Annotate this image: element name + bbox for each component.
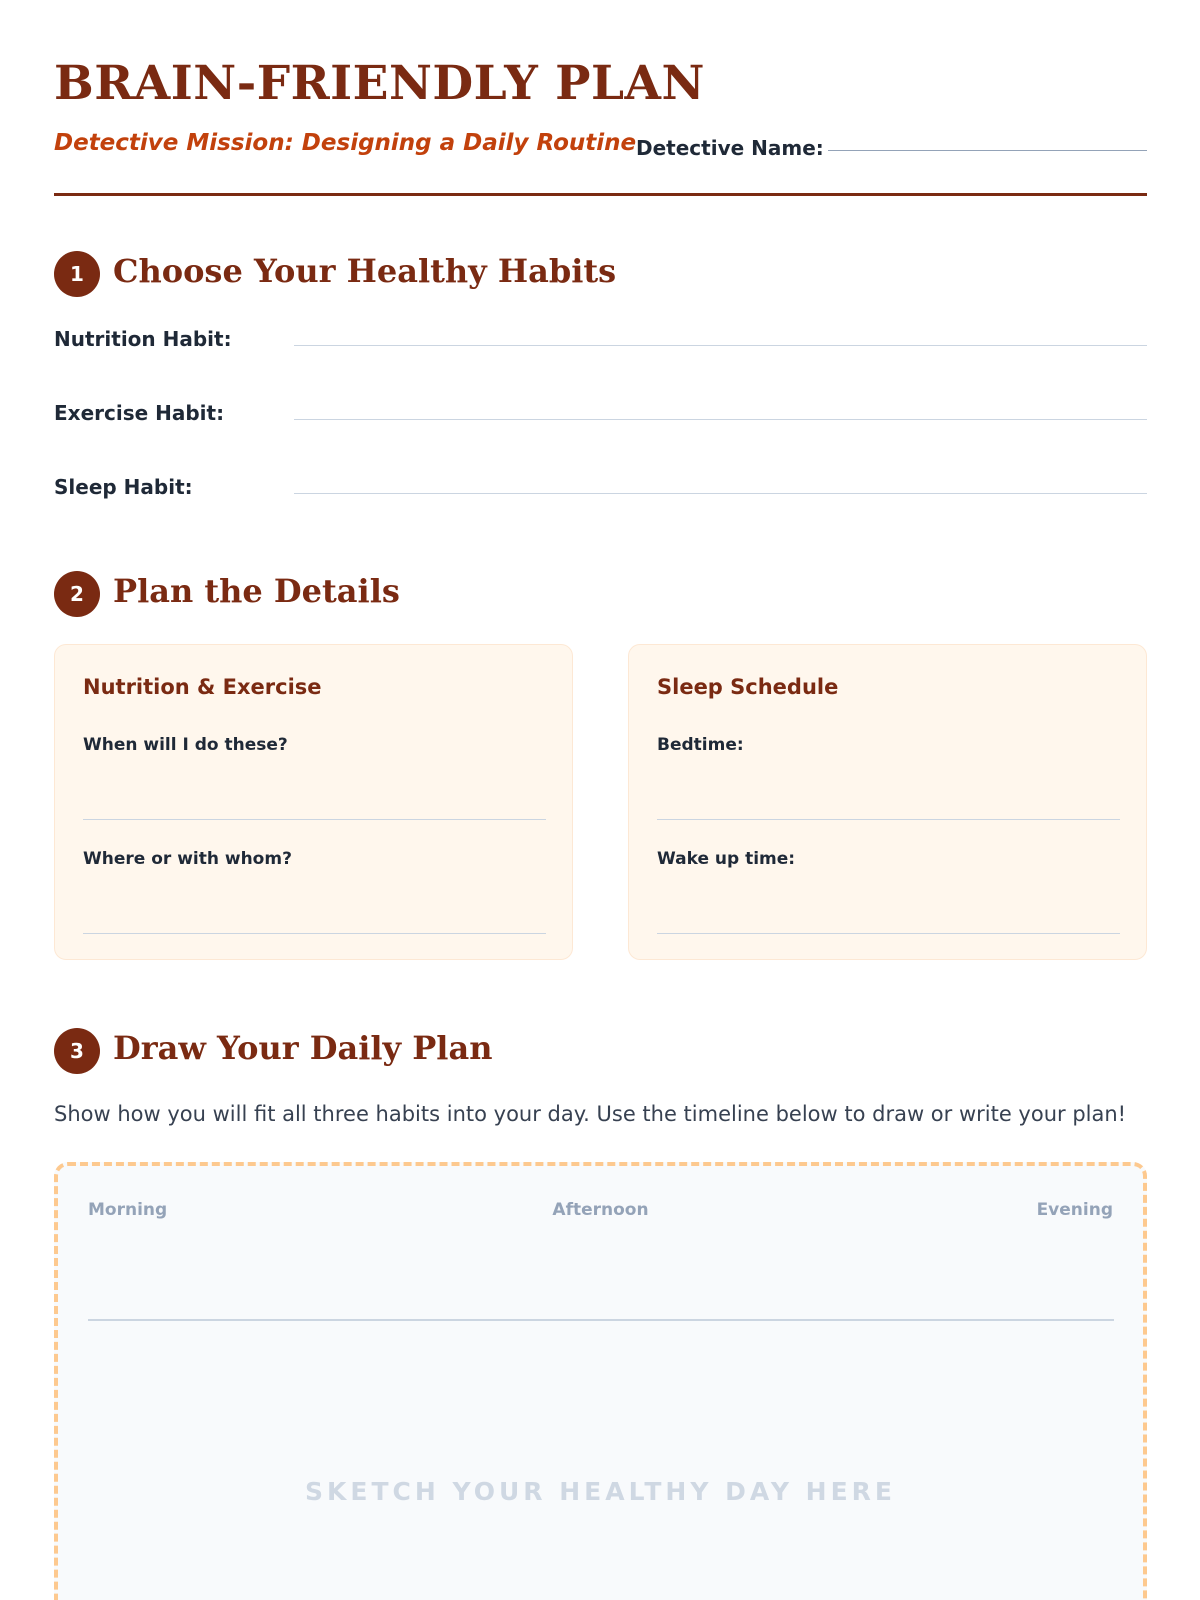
page-title: BRAIN-FRIENDLY PLAN (54, 56, 705, 111)
sleep-habit-row (54, 475, 1147, 505)
detective-name-field[interactable] (828, 150, 1147, 151)
section-2-header (54, 571, 1147, 621)
subtitle-row (54, 128, 1147, 164)
exercise-habit-label: Exercise Habit: (54, 401, 225, 425)
card-title: Nutrition & Exercise (83, 675, 322, 699)
exercise-habit-field[interactable] (294, 419, 1147, 420)
where-question-label: Where or with whom? (83, 849, 292, 869)
detective-name-label: Detective Name: (636, 136, 824, 160)
section-number-badge: 2 (54, 571, 100, 617)
exercise-habit-row (54, 401, 1147, 431)
timeline-morning-label: Morning (88, 1200, 168, 1220)
sketch-watermark: SKETCH YOUR HEALTHY DAY HERE (305, 1477, 896, 1506)
mission-subtitle: Detective Mission: Designing a Daily Routine (54, 130, 637, 156)
sketch-area[interactable] (54, 1162, 1147, 1600)
section-number-badge: 3 (54, 1028, 100, 1074)
timeline-line (88, 1319, 1114, 1321)
daily-plan-instructions: Show how you will fit all three habits into your day. Use the timeline below to draw or write your plan! (54, 1102, 1127, 1126)
timeline-afternoon-label: Afternoon (552, 1200, 649, 1220)
sleep-habit-label: Sleep Habit: (54, 475, 193, 499)
section-title: Draw Your Daily Plan (113, 1029, 493, 1067)
when-question-label: When will I do these? (83, 735, 288, 755)
bedtime-field[interactable] (657, 819, 1120, 820)
timeline-evening-label: Evening (1036, 1200, 1113, 1220)
nutrition-habit-field[interactable] (294, 345, 1147, 346)
bedtime-label: Bedtime: (657, 735, 744, 755)
section-title: Choose Your Healthy Habits (113, 252, 617, 290)
nutrition-habit-row (54, 327, 1147, 357)
where-answer-field[interactable] (83, 933, 546, 934)
wake-up-time-label: Wake up time: (657, 849, 796, 869)
section-number-badge: 1 (54, 251, 100, 297)
sleep-habit-field[interactable] (294, 493, 1147, 494)
worksheet-page (54, 0, 1147, 1600)
wake-up-time-field[interactable] (657, 933, 1120, 934)
card-title: Sleep Schedule (657, 675, 839, 699)
when-answer-field[interactable] (83, 819, 546, 820)
section-title: Plan the Details (113, 572, 400, 610)
header-divider (54, 193, 1147, 196)
nutrition-habit-label: Nutrition Habit: (54, 327, 232, 351)
section-3-header (54, 1028, 1147, 1078)
nutrition-exercise-card (54, 644, 573, 960)
sleep-schedule-card (628, 644, 1147, 960)
section-1-header (54, 251, 1147, 301)
